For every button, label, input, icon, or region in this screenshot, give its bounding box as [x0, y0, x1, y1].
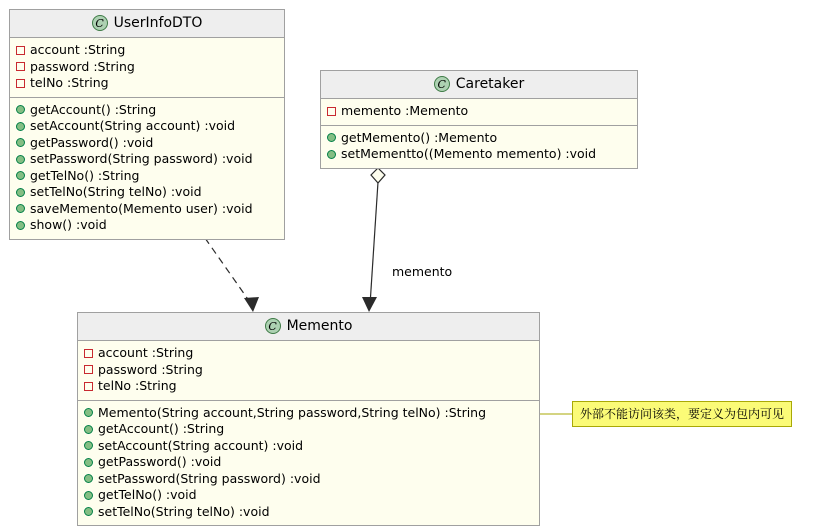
method-row [84, 471, 533, 488]
field-label: account :String [30, 42, 126, 57]
field-label: password :String [98, 361, 203, 377]
private-marker-icon [16, 46, 25, 55]
method-row [16, 135, 278, 152]
method-label: show() :void [30, 217, 107, 232]
field-row [327, 103, 631, 120]
public-marker-icon [16, 138, 25, 147]
class-userinfodto-header [10, 10, 284, 38]
field-label: telNo :String [30, 75, 109, 90]
method-row [16, 102, 278, 119]
method-row [16, 217, 278, 234]
public-marker-icon [327, 133, 336, 142]
public-marker-icon [16, 155, 25, 164]
field-row [16, 59, 278, 76]
method-row [16, 184, 278, 201]
method-row [16, 168, 278, 185]
public-marker-icon [84, 425, 93, 434]
note-memento [572, 401, 792, 427]
class-stereotype-icon: C [434, 76, 450, 92]
private-marker-icon [327, 107, 336, 116]
method-label: saveMemento(Memento user) :void [30, 200, 253, 216]
method-label: getAccount() :String [30, 101, 157, 117]
method-label: getTelNo() :void [98, 487, 197, 502]
class-memento[interactable] [77, 312, 540, 526]
note-text: 外部不能访问该类，要定义为包内可见 [580, 407, 785, 421]
public-marker-icon [327, 150, 336, 159]
field-row [16, 75, 278, 92]
public-marker-icon [16, 105, 25, 114]
method-row [16, 151, 278, 168]
method-row [84, 504, 533, 521]
class-memento-name: Memento [286, 318, 353, 334]
method-label: setAccount(String account) :void [30, 118, 236, 133]
method-label: setTelNo(String telNo) :void [98, 503, 270, 519]
class-userinfodto-methods [10, 97, 284, 239]
class-stereotype-icon: C [92, 15, 108, 31]
method-label: setPassword(String password) :void [98, 470, 321, 486]
edge-label-memento [392, 264, 452, 279]
method-row [327, 130, 631, 147]
class-caretaker-methods [321, 125, 637, 168]
field-row [84, 362, 533, 379]
field-label: account :String [98, 345, 194, 360]
method-label: setPassword(String password) :void [30, 151, 253, 166]
class-memento-header [78, 313, 539, 341]
method-row [84, 487, 533, 504]
public-marker-icon [84, 507, 93, 516]
public-marker-icon [84, 491, 93, 500]
class-memento-methods [78, 400, 539, 526]
method-label: getAccount() :String [98, 421, 225, 436]
private-marker-icon [84, 349, 93, 358]
public-marker-icon [84, 408, 93, 417]
method-row [84, 454, 533, 471]
method-row [84, 405, 533, 422]
edge-label-text: memento [392, 264, 453, 279]
method-label: setMementto((Memento memento) :void [341, 146, 597, 161]
method-row [327, 146, 631, 163]
public-marker-icon [16, 221, 25, 230]
method-label: getMemento() :Memento [341, 129, 498, 145]
public-marker-icon [84, 474, 93, 483]
method-row [16, 118, 278, 135]
class-memento-fields [78, 341, 539, 400]
field-label: telNo :String [98, 378, 177, 393]
private-marker-icon [16, 79, 25, 88]
method-label: getPassword() :void [98, 454, 222, 469]
method-label: getPassword() :void [30, 134, 154, 150]
public-marker-icon [84, 458, 93, 467]
public-marker-icon [84, 441, 93, 450]
public-marker-icon [16, 171, 25, 180]
field-row [84, 345, 533, 362]
field-label: memento :Memento [341, 103, 469, 118]
field-row [84, 378, 533, 395]
class-stereotype-icon: C [265, 318, 281, 334]
private-marker-icon [84, 365, 93, 374]
public-marker-icon [16, 188, 25, 197]
public-marker-icon [16, 204, 25, 213]
field-label: password :String [30, 58, 135, 74]
private-marker-icon [84, 382, 93, 391]
class-userinfodto[interactable] [9, 9, 285, 240]
method-row [84, 438, 533, 455]
method-label: setAccount(String account) :void [98, 437, 304, 453]
class-caretaker-name: Caretaker [455, 76, 525, 92]
method-label: setTelNo(String telNo) :void [30, 184, 202, 199]
method-label: getTelNo() :String [30, 167, 140, 183]
class-caretaker[interactable] [320, 70, 638, 169]
method-row [16, 201, 278, 218]
private-marker-icon [16, 62, 25, 71]
class-userinfodto-fields [10, 38, 284, 97]
public-marker-icon [16, 122, 25, 131]
method-label: Memento(String account,String password,String telNo) :String [98, 404, 487, 420]
class-userinfodto-name: UserInfoDTO [113, 15, 203, 31]
class-caretaker-fields [321, 99, 637, 125]
method-row [84, 421, 533, 438]
class-caretaker-header [321, 71, 637, 99]
field-row [16, 42, 278, 59]
